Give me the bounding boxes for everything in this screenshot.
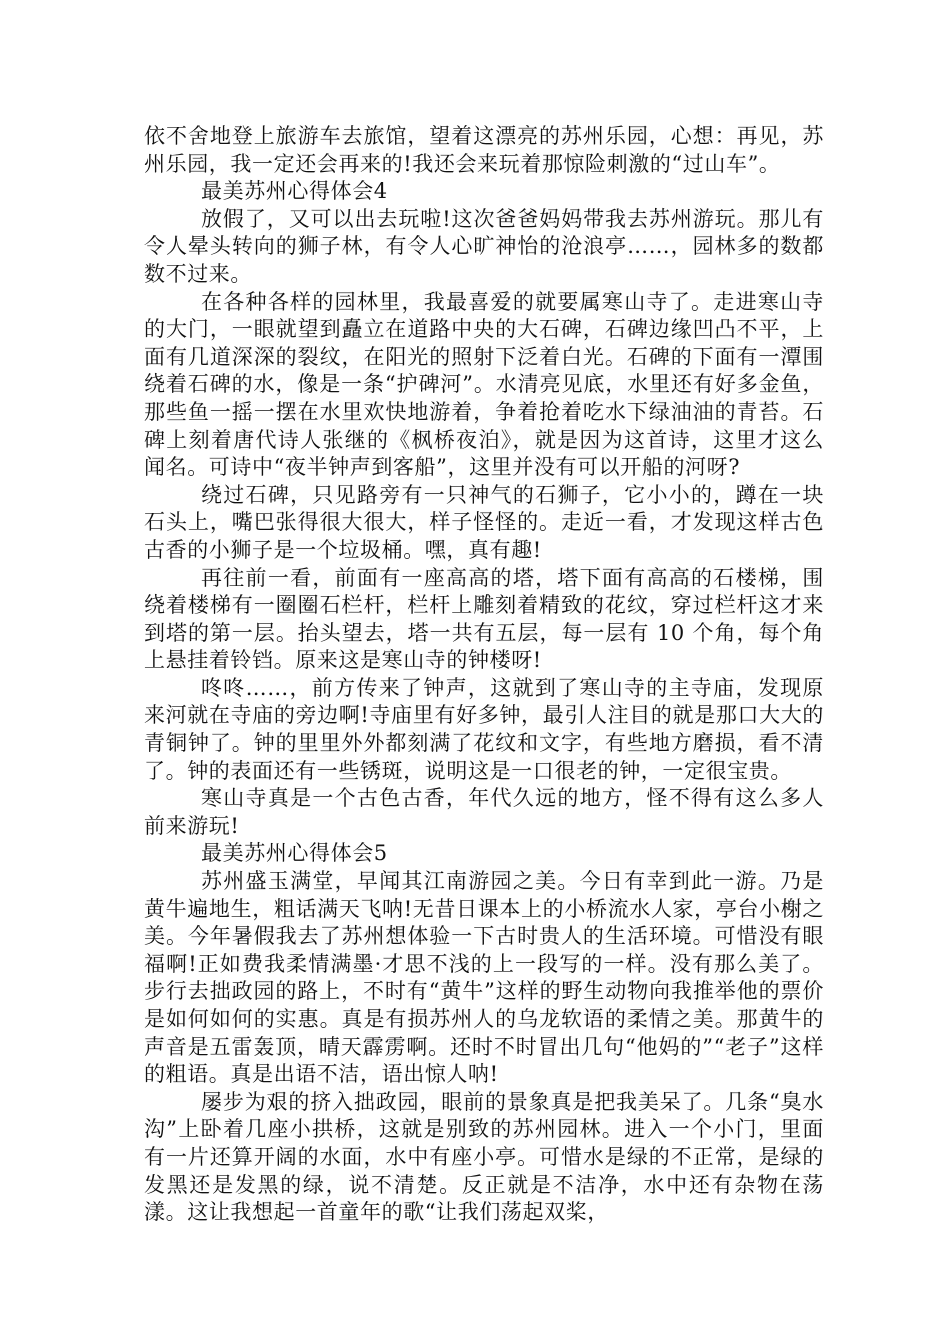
document-body [144,123,824,1227]
section-heading: 最美苏州心得体会5 [201,841,388,866]
paragraph: 依不舍地登上旅游车去旅馆，望着这漂亮的苏州乐园，心想：再见，苏州乐园，我一定还会再来的!我还会来玩着那惊险刺激的“过山车”。 [144,124,824,176]
section-heading: 最美苏州心得体会4 [201,179,388,204]
paragraph: 苏州盛玉满堂，早闻其江南游园之美。今日有幸到此一游。乃是黄牛遍地生，粗话满天飞呐!无昔日课本上的小桥流水人家，亭台小榭之美。今年暑假我去了苏州想体验一下古时贵人的生活环境。可惜没有眼福啊!正如费我柔情满墨·才思不浅的上一段写的一样。没有那么美了。步行去拙政园的路上，不时有“黄牛”这样的野生动物向我推举他的票价是如何如何的实惠。真是有损苏州人的乌龙软语的柔情之美。那黄牛的声音是五雷轰顶，晴天霹雳啊。还时不时冒出几句“他妈的”“老子”这样的粗语。真是出语不洁，语出惊人呐! [144,869,824,1087]
paragraph: 屡步为艰的挤入拙政园，眼前的景象真是把我美呆了。几条“臭水沟”上卧着几座小拱桥，这就是别致的苏州园林。进入一个小门，里面有一片还算开阔的水面，水中有座小亭。可惜水是绿的不正常，是绿的发黑还是发黑的绿，说不清楚。反正就是不洁净，水中还有杂物在荡漾。这让我想起一首童年的歌“让我们荡起双桨， [144,1089,824,1225]
paragraph: 再往前一看，前面有一座高高的塔，塔下面有高高的石楼梯，围绕着楼梯有一圈圈石栏杆，栏杆上雕刻着精致的花纹，穿过栏杆这才来到塔的第一层。抬头望去，塔一共有五层，每一层有 10 个角，每个角上悬挂着铃铛。原来这是寒山寺的钟楼呀! [144,565,824,673]
paragraph: 放假了，又可以出去玩啦!这次爸爸妈妈带我去苏州游玩。那儿有令人晕头转向的狮子林，有令人心旷神怡的沧浪亭……，园林多的数都数不过来。 [144,206,824,286]
paragraph: 绕过石碑，只见路旁有一只神气的石狮子，它小小的，蹲在一块石头上，嘴巴张得很大很大，样子怪怪的。走近一看，才发现这样古色古香的小狮子是一个垃圾桶。嘿，真有趣! [144,482,824,562]
paragraph: 寒山寺真是一个古色古香，年代久远的地方，怪不得有这么多人前来游玩! [144,786,824,838]
paragraph: 在各种各样的园林里，我最喜爱的就要属寒山寺了。走进寒山寺的大门，一眼就望到矗立在道路中央的大石碑，石碑边缘凹凸不平，上面有几道深深的裂纹，在阳光的照射下泛着白光。石碑的下面有一潭围绕着石碑的水，像是一条“护碑河”。水清亮见底，水里还有好多金鱼，那些鱼一摇一摆在水里欢快地游着，争着抢着吃水下绿油油的青苔。石碑上刻着唐代诗人张继的《枫桥夜泊》，就是因为这首诗，这里才这么闻名。可诗中“夜半钟声到客船”，这里并没有可以开船的河呀? [144,289,824,480]
paragraph: 咚咚……，前方传来了钟声，这就到了寒山寺的主寺庙，发现原来河就在寺庙的旁边啊!寺庙里有好多钟，最引人注目的就是那口大大的青铜钟了。钟的里里外外都刻满了花纹和文字，有些地方磨损，看不清了。钟的表面还有一些锈斑，说明这是一口很老的钟，一定很宝贵。 [144,675,824,783]
